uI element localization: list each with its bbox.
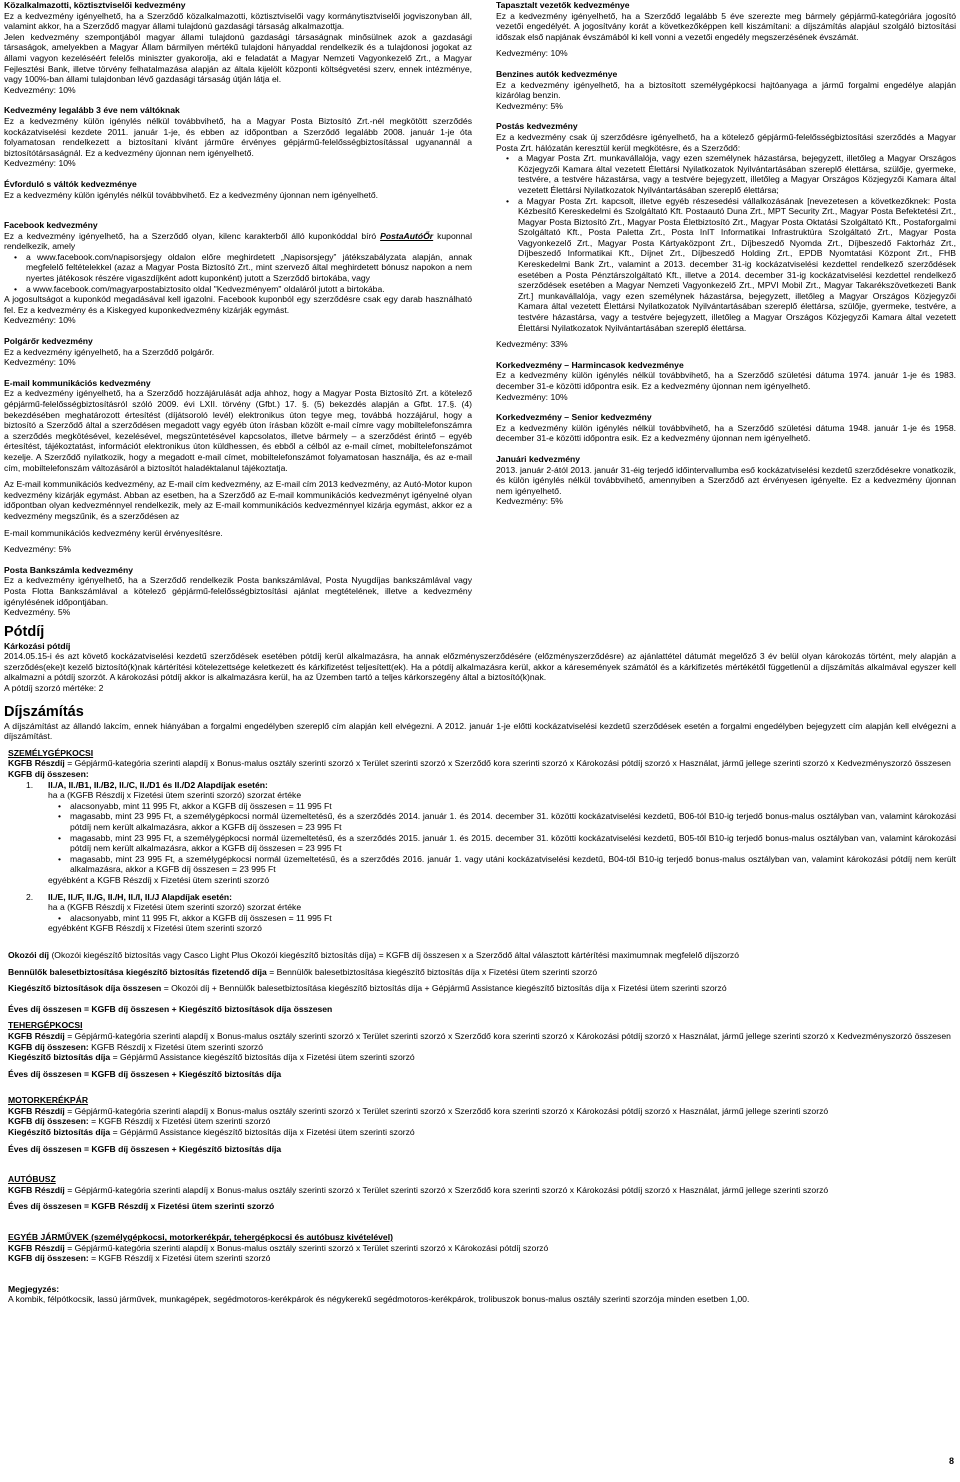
item-number: 2. (26, 891, 34, 902)
paragraph: A díjszámítást az állandó lakcím, ennek hiányában a forgalmi engedélyben szereplő cím alapján kell elvégezni. A 2012. január 1-je előtti kockázatviselési kezdetű szerződések esetén a forgalmi engedélyben bejegyzett cím alapján kell elvégezni a díjszámítást. (4, 720, 956, 742)
formula-label: Kiegészítő biztosítás díja (8, 1127, 111, 1138)
surcharge-section (0, 624, 960, 694)
bullet-list (48, 913, 956, 924)
section-title: Tapasztalt vezetők kedvezménye (496, 0, 630, 10)
numbered-list (8, 780, 956, 934)
formula-body: = Gépjármű-kategória szerinti alapdíj x Bonus-malus osztály szerinti szorzó x Terület szerinti szorzó x Szerződő kora szerinti szorzó x Károkozási pótdíj szorzó x Használat, jármű jellege szerinti szorzó (64, 1105, 829, 1116)
formula (8, 1052, 956, 1063)
paragraph: Ez a kedvezmény csak új szerződésre igényelhető, ha a kötelező gépjármű-felelősségbiztosítási szerződés a Magyar Posta Zrt. hálózatán keresztül kerül megkötésre, és a Szerződő: (496, 131, 956, 153)
formula-label: Kiegészítő biztosítások díja összesen (8, 983, 162, 994)
list-item: • magasabb, mint 23 995 Ft, a személygépkocsi normál üzemeltetésű, és a szerződés 2016. január 1. vagy utáni kockázatviselési kezdetű, B04-től B10-ig terjedő bonus-malus osztályban van, valamint károkozási pótdíj nem került alkalmazásra, akkor a KGFB díj összesen = 23 995 Ft (70, 854, 956, 875)
formula (8, 1042, 956, 1053)
item-title: II./E, II./F, II./G, II./H, II./I, II./J Alapdíjak esetén: (48, 891, 233, 902)
formula-label: KGFB díj összesen: (8, 1253, 89, 1264)
section-title: Korkedvezmény – Harmincasok kedvezménye (496, 359, 684, 370)
right-column (496, 0, 956, 618)
annual-total: Éves díj összesen = KGFB díj összesen + Kiegészítő biztosítás díja (8, 1068, 282, 1079)
formula-body: = Gépjármű-kategória szerinti alapdíj x Bonus-malus osztály szerinti szorzó x Terület szerinti szorzó x Szerződő kora szerinti szorzó x Károkozási pótdíj szorzó x Használat, jármű jellege szerinti szorzó x Kedvezményszorzó összesen (64, 1030, 951, 1041)
paragraph: Ez a kedvezmény külön igénylés nélkül továbbvihető, ha a Szerződő születési dátuma 1974. január 1-je és 1983. december 31-e közötti időpontra esik. Ez a kedvezmény újonnan nem igényelhető. (496, 370, 956, 391)
list-item (26, 891, 956, 934)
paragraph: Ez a kedvezmény igényelhető, ha a biztosított személygépkocsi hajtóanyaga a jármű forgalmi engedélye alapján kizárólag benzin. (496, 79, 956, 101)
formula (8, 967, 956, 978)
formula-body: = Gépjármű-kategória szerinti alapdíj x Bonus-malus osztály szerinti szorzó x Terület szerinti szorzó x Károkozási pótdíj szorzó (64, 1242, 549, 1253)
note-text: A kombik, félpótkocsik, lassú járművek, munkagépek, segédmotoros-kerékpárok és négykerekű segédmotoros-kerékpárok, trolibuszok bonus-malus osztály szerinti szorzója minden esetben 1,00. (8, 1294, 750, 1305)
bullet-list (496, 153, 956, 333)
discount-value: Kedvezmény: 10% (4, 158, 76, 169)
section-title: Posta Bankszámla kedvezmény (4, 564, 133, 575)
formula-label: KGFB díj összesen: (8, 1116, 89, 1127)
formula-label: KGFB Részdíj (8, 1030, 65, 1041)
section-title: Facebook kedvezmény (4, 220, 98, 231)
list-item (26, 779, 956, 886)
discount-columns (0, 0, 960, 618)
formula-body: KGFB Részdíj x Fizetési ütem szerinti szorzó (88, 1041, 264, 1052)
item-line: ha a (KGFB Részdíj x Fizetési ütem szerinti szorzó) szorzat értéke (48, 790, 302, 801)
annual-total: Éves díj összesen = KGFB díj összesen + Kiegészítő biztosítás díja (8, 1143, 282, 1154)
vehicle-category-title: EGYÉB JÁRMŰVEK (személygépkocsi, motorkerékpár, tehergépkocsi és autóbusz kivételével) (8, 1232, 393, 1243)
formula-body: = Gépjármű Assistance kiegészítő biztosítás díja x Fizetési ütem szerinti szorzó (110, 1127, 415, 1138)
discount-value: Kedvezmény: 5% (496, 100, 563, 111)
section-title: Kárkozási pótdíj (4, 640, 71, 651)
text: Ez a kedvezmény igényelhető, ha a Szerződő olyan, kilenc karakterből álló kuponkóddal bíró (4, 230, 381, 241)
paragraph: 2014.05.15-i és azt követő kockázatviselési kezdetű szerződések esetében pótdíj kerül alkalmazásra, ha annak előzményszerződésére (előzményszerződésre) az ajánlattétel dátumát megelőző 3 év belül olyan károkozás történt, mely alapján a szerződés(eke)t kezelő biztosító(k)nak kártérítési kötelezettsége keletkezett és kárkifizetést teljesített(ek). Ha a pótdíj alkalmazásra kerül, akkor a káresemények számától és a kárkifizetés mértékétől függetlenül a díjszámítás alkalmával egyszer kell alkalmazni a pótdíj szorzót. A károkozási pótdíj akkor is alkalmazásra kerül, ha az Üzemben tartó a teljes kárkorszegény által a biztosító(k)nak. (4, 651, 956, 683)
item-line: egyébként a KGFB Részdíj x Fizetési ütem szerinti szorzó (48, 874, 270, 885)
paragraph: Ez a kedvezmény külön igénylés nélkül továbbvihető, ha a Magyar Posta Biztosító Zrt.-nél megkötött szerződés kockázatviselési kezdete 2011. január 1-je, és ebben az időpontban a Szerződő legalább 2008. január 1-je óta folyamatosan rendelkezett a biztosítani kívánt járműre érvényes gépjármű-felelősségbiztosítással ugyanannál a biztosítótársaságnál. Ez a kedvezmény újonnan nem igényelhető. (4, 115, 472, 158)
note-title: Megjegyzés: (8, 1283, 60, 1294)
list-item: • a Magyar Posta Zrt. kapcsolt, illetve egyéb részesedési vállalkozásának [nevezetesen a következőknek: Posta Kézbesítő Kereskedelmi és Szolgáltató Kft. Postaautó Duna Zrt., MPT Security Zrt., Magyar Posta Befektetési Zrt., Magyar Posta Biztosító Zrt., Magyar Posta Életbiztosító Zrt., Magyar Posta Oktatási Szolgáltató Kft., Postaforgalmi Szolgáltató Kft., Posta Paletta Zrt., Posta InIT Informatikai Infrastruktúra Szolgáltató Zrt., Magyar Posta Vagyonkezelő Zrt., Magyar Posta Kártyaközpont Zrt., Díjbeszedő Nyomda Zrt., Díjbeszedő Faktorház Zrt., Díjbeszedő Informatikai Kft., Díjnet Zrt., Díjbeszedő Holding Zrt., EPDB Nyomtatási Központ Zrt., FHB Kereskedelmi Bank Zrt., valamint a 2013. december 31-ig kockázatviselési kezdettel rendelkező szerződések esetében a Posta Pénztárszolgáltató Kft., illetve a 2014. december 31-ig kockázatviselési kezdettel rendelkező szerződések esetében a Magyar Nemzeti Vagyonkezelő Zrt., MPVI Mobil Zrt., Magyar Takarékszövetkezeti Bank Zrt.] munkavállalója, vagy ezen személynek házastársa, bejegyzett, illetőleg a Magyar Országos Közjegyzői Kamara által vezetett Élettársi Nyilatkozatok Nyilvántartásában szereplő élettársa, szülője, gyermeke, testvére, a testvére házastársa, vagy a testvére bejegyzett, illetőleg a Magyar Országos Közjegyzői Kamara által vezetett Élettársi Nyilatkozatok Nyilvántartásában szereplő élettársa. (518, 196, 956, 334)
formula-body: = KGFB Részdíj x Fizetési ütem szerinti szorzó (88, 1116, 271, 1127)
formula (8, 1185, 956, 1196)
section-title: Benzines autók kedvezménye (496, 68, 618, 79)
paragraph: Ez a kedvezmény igényelhető, ha a Szerződő közalkalmazotti, köztisztviselői vagy kormánytisztviselői jogviszonyban áll, valamint akkor, ha a Szerződő magyar állami tulajdonú gazdasági társaság alkalmazottja. (4, 10, 472, 32)
formula-label: KGFB Részdíj (8, 1105, 65, 1116)
list-item: • a Magyar Posta Zrt. munkavállalója, vagy ezen személynek házastársa, bejegyzett, illetőleg a Magyar Országos Közjegyzői Kamara által vezetett Élettársi Nyilatkozatok Nyilvántartásában szereplő élettársa, szülője, gyermeke, testvére, a testvére házastársa, vagy a testvére bejegyzett, illetőleg a Magyar Országos Közjegyzői Kamara által vezetett Élettársi Nyilatkozatok Nyilvántartásában szereplő élettársa; (518, 153, 956, 195)
section-heading: Pótdíj (4, 623, 45, 640)
list-item: • alacsonyabb, mint 11 995 Ft, akkor a KGFB díj összesen = 11 995 Ft (70, 801, 956, 812)
section-title: Kedvezmény legalább 3 éve nem váltóknak (4, 105, 180, 116)
paragraph: Az E-mail kommunikációs kedvezmény, az E-mail cím kedvezmény, az E-mail cím 2013 kedvezmény, az Autó-Motor kupon kedvezmény kizárják egymást. Abban az esetben, ha a Szerződő az E-mail kommunikációs kedvezményt igényelné olyan időpontban olyan kedvezménnyel rendelkezik, mely az E-mail kommunikációs kedvezménnyel kizárja egymást, akkor ez a kedvezmény megszűnik, és a szerződésen az (4, 479, 472, 521)
formula-body: = Gépjármű-kategória szerinti alapdíj x Bonus-malus osztály szerinti szorzó x Terület szerinti szorzó x Szerződő kora szerinti szorzó x Károkozási pótdíj szorzó x Használat, jármű jellege szerinti szorzó x Kedvezményszorzó összesen (64, 758, 951, 769)
brand-name: PostaAutóŐr (380, 230, 434, 241)
discount-value: Kedvezmény: 10% (496, 48, 568, 59)
list-item: • alacsonyabb, mint 11 995 Ft, akkor a KGFB díj összesen = 11 995 Ft (70, 913, 956, 924)
discount-value: Kedvezmény: 10% (4, 357, 76, 368)
item-number: 1. (26, 779, 34, 790)
formula-body: = Bennülők balesetbiztosítása kiegészítő biztosítás díja x Fizetési ütem szerinti szorzó (266, 966, 598, 977)
section-title: Közalkalmazotti, köztisztviselői kedvezmény (4, 0, 186, 10)
section-title: Postás kedvezmény (496, 121, 578, 132)
annual-total: Éves díj összesen = KGFB díj összesen + Kiegészítő biztosítások díja összesen (8, 1003, 333, 1014)
discount-value: Kedvezmény: 10% (4, 84, 76, 95)
discount-value: Kedvezmény: 33% (496, 339, 568, 350)
formula (8, 758, 956, 769)
bullet-list (48, 801, 956, 875)
formula (8, 1116, 956, 1127)
paragraph: A jogosultságot a kuponkód megadásával kell igazolni. Facebook kuponból egy szerződésre csak egy darab használható fel. Ez a kedvezmény és a Kiskegyed kuponkedvezmény kizárják egymást. (4, 294, 472, 315)
paragraph: Ez a kedvezmény külön igénylés nélkül továbbvihető. Ez a kedvezmény újonnan nem igényelhető. (4, 189, 379, 200)
formula-label: Kiegészítő biztosítás díja (8, 1052, 111, 1063)
formula-body: = Okozói díj + Bennülők balesetbiztosítása kiegészítő biztosítás díja + Gépjármű Assistance kiegészítő biztosítás díja x Fizetési ütem szerinti szorzó (161, 983, 727, 994)
premium-calculation-section (0, 704, 960, 1305)
formula (8, 1127, 956, 1138)
formula (8, 1031, 956, 1042)
vehicle-category-title: MOTORKERÉKPÁR (8, 1095, 89, 1106)
vehicle-category-title: TEHERGÉPKOCSI (8, 1020, 83, 1031)
vehicle-category-title: SZEMÉLYGÉPKOCSI (8, 747, 94, 758)
formula-label: KGFB díj összesen: (8, 1041, 89, 1052)
formula (8, 1243, 956, 1254)
left-column (4, 0, 472, 618)
formula-body: = Gépjármű-kategória szerinti alapdíj x Bonus-malus osztály szerinti szorzó x Terület szerinti szorzó x Szerződő kora szerinti szorzó x Károkozási pótdíj szorzó x Használat, jármű jellege szerinti szorzó (64, 1184, 829, 1195)
list-item: • magasabb, mint 23 995 Ft, a személygépkocsi normál üzemeltetésű, és a szerződés 2014. január 1. és 2014. december 31. közötti kockázatviselési kezdetű, B06-tól B10-ig terjedő bonus-malus osztályban van, valamint károkozási pótdíj nem került alkalmazásra, akkor a KGFB díj összesen = 23 995 Ft (70, 811, 956, 832)
formula (8, 950, 956, 961)
paragraph: Jelen kedvezmény szempontjából magyar állami tulajdonú gazdasági társaságnak minősülnek azok a gazdasági társaságok, amelyekben a Magyar Állam bármilyen mértékű tulajdoni hányaddal rendelkezik és a tulajdonosi jogokat az állami vagyon kezeléséért felelős miniszter gyakorolja, aki e feladatát a Magyar Nemzeti Vagyonkezelő Zrt., a Magyar Fejlesztési Bank, illetve törvény felhatalmazása alapján az általa kijelölt központi költségvetési szerv, ennek intézménye, vagy 100%-ban állami tulajdonban lévő gazdasági társaság útján látja el. (4, 31, 472, 85)
calc-body (4, 748, 956, 1305)
item-title: II./A, II./B1, II./B2, II./C, II./D1 és II./D2 Alapdíjak esetén: (48, 779, 268, 790)
formula-label: KGFB díj összesen: (8, 769, 89, 780)
section-title: Évforduló s váltók kedvezménye (4, 178, 137, 189)
formula-label: Bennülők balesetbiztosítása kiegészítő biztosítás fizetendő díja (8, 966, 267, 977)
discount-value: Kedvezmény: 10% (496, 391, 568, 402)
paragraph: Ez a kedvezmény külön igénylés nélkül továbbvihető, ha a Szerződő születési dátuma 1948. január 1-je és 1958. december 31-e közötti időpontra esik. Ez a kedvezmény újonnan nem igényelhető. (496, 422, 956, 444)
paragraph: 2013. január 2-ától 2013. január 31-éig terjedő időintervallumba eső kockázatviselési kezdetű szerződésekre vonatkozik, és külön igénylés nélkül továbbvihető, amennyiben a Szerződő azt érvényesen igényelte. Ez a kedvezmény újonnan nem igényelhető. (496, 464, 956, 496)
list-item: • magasabb, mint 23 995 Ft, a személygépkocsi normál üzemeltetésű, és a szerződés 2015. január 1. és 2015. december 31. közötti kockázatviselési kezdetű, B05-től B10-ig terjedő bonus-malus osztályban van, valamint károkozási pótdíj nem került alkalmazásra, akkor a KGFB díj összesen = 23 995 Ft (70, 833, 956, 854)
discount-value: Kedvezmény: 5% (4, 544, 71, 555)
section-title: Januári kedvezmény (496, 453, 581, 464)
formula-label: Okozói díj (8, 949, 50, 960)
paragraph: Ez a kedvezmény igényelhető, ha a Szerződő polgárőr. (4, 346, 215, 357)
section-title: Polgárőr kedvezmény (4, 336, 93, 347)
paragraph (4, 231, 472, 252)
paragraph: Ez a kedvezmény igényelhető, ha a Szerződő hozzájárulását adja ahhoz, hogy a Magyar Posta Biztosító Zrt. a kötelező gépjármű-felelősségbiztosításról szóló 2009. évi LXII. törvény (Gfbt.) 17. §. (5) bekezdés alapján a Gfbt. 17.§. (4) bekezdésében meghatározott értesítést (díjátsoroló levél) elektronikus úton tegye meg, továbbá hozzájárul, hogy a biztosító a Szerződő által a szerződésen megadott vagy egyéb úton írásban közölt e-mail címre vagy mobiltelefonszámra a szerződés megkötésével, kezelésével, megszüntetésével kapcsolatos, illetve bármely – a szerződést érintő – egyéb értesítést, tájékoztatást, információt elektronikus úton küldhessen, és ebből a célból az e-mail címet, mobiltelefonszámot kezelje. A Szerződő nyilatkozik, hogy a megadott e-mail címet, mobiltelefonszámot folyamatosan használja, és az e-mail cím, mobiltelefonszám változásáról a biztosítót haladéktalanul tájékoztatja. (4, 388, 472, 473)
page-number: 8 (948, 1456, 954, 1466)
bullet-list (4, 252, 472, 294)
list-item: • a www.facebook.com/magyarpostabiztosito oldal "Kedvezményem" oldaláról jutott a birtokába. (26, 284, 472, 295)
item-line: ha a (KGFB Részdíj x Fizetési ütem szerinti szorzó) szorzat értéke (48, 902, 302, 913)
list-item: • a www.facebook.com/napisorsjegy oldalon előre meghirdetett „Napisorsjegy” játékszabályzata alapján, annak megfelelő feltételekkel (azaz a Magyar Posta Biztosító Zrt., mint szervező által meghirdetett bónusz napokon a nem nyertes játékosok részére vigaszdíjként adott kuponként) jutott a Szerződő birtokába, vagy (26, 252, 472, 284)
formula (8, 1253, 956, 1264)
paragraph: Ez a kedvezmény igényelhető, ha a Szerződő rendelkezik Posta bankszámlával, Posta Nyugdíjas bankszámlával vagy Posta Flotta Bankszámlával a kötelező gépjármű-felelősségbiztosítási ajánlat megtételének, illetve a kedvezmény igénylésének időpontjában. (4, 575, 472, 607)
formula-label: KGFB Részdíj (8, 1242, 65, 1253)
section-title: E-mail kommunikációs kedvezmény (4, 377, 151, 388)
discount-value: Kedvezmény: 5% (496, 496, 563, 507)
formula-body: (Okozói kiegészítő biztosítás vagy Casco Light Plus Okozói kiegészítő biztosítás díja) = KGFB díj összesen x a Szerződő által választott kártérítési maximumnak megfelelő díjszorzó (49, 949, 740, 960)
paragraph: E-mail kommunikációs kedvezmény kerül érvényesítésre. (4, 527, 223, 538)
text: kuponnal rendelkezik, amely (4, 230, 472, 252)
paragraph: Ez a kedvezmény igényelhető, ha a Szerződő legalább 5 éve szerezte meg bármely gépjármű-kategóriára jogosító vezetői engedélyét. A jogosítvány korát a következőképpen kell kiszámítani: a díjszámítás alapjául szolgáló biztosítási időszak első napjának évszámából ki kell vonni a vezetői engedély megszerzésének évszámát. (496, 10, 956, 42)
vehicle-category-title: AUTÓBUSZ (8, 1174, 56, 1185)
formula-body: = Gépjármű Assistance kiegészítő biztosítás díja x Fizetési ütem szerinti szorzó (110, 1052, 415, 1063)
formula-label: KGFB Részdíj (8, 1184, 65, 1195)
formula-body: = KGFB Részdíj x Fizetési ütem szerinti szorzó (88, 1253, 271, 1264)
formula (8, 1106, 956, 1117)
section-title: Korkedvezmény – Senior kedvezmény (496, 412, 652, 423)
annual-total: Éves díj összesen = KGFB Részdíj x Fizetési ütem szerinti szorzó (8, 1201, 275, 1212)
item-line: egyébként KGFB Részdíj x Fizetési ütem szerinti szorzó (48, 923, 262, 934)
discount-value: Kedvezmény: 10% (4, 315, 76, 326)
formula (8, 983, 956, 994)
discount-value: Kedvezmény. 5% (4, 607, 71, 618)
section-heading: Díjszámítás (4, 703, 84, 720)
formula-label: KGFB Részdíj (8, 758, 65, 769)
surcharge-multiplier: A pótdíj szorzó mértéke: 2 (4, 683, 104, 694)
